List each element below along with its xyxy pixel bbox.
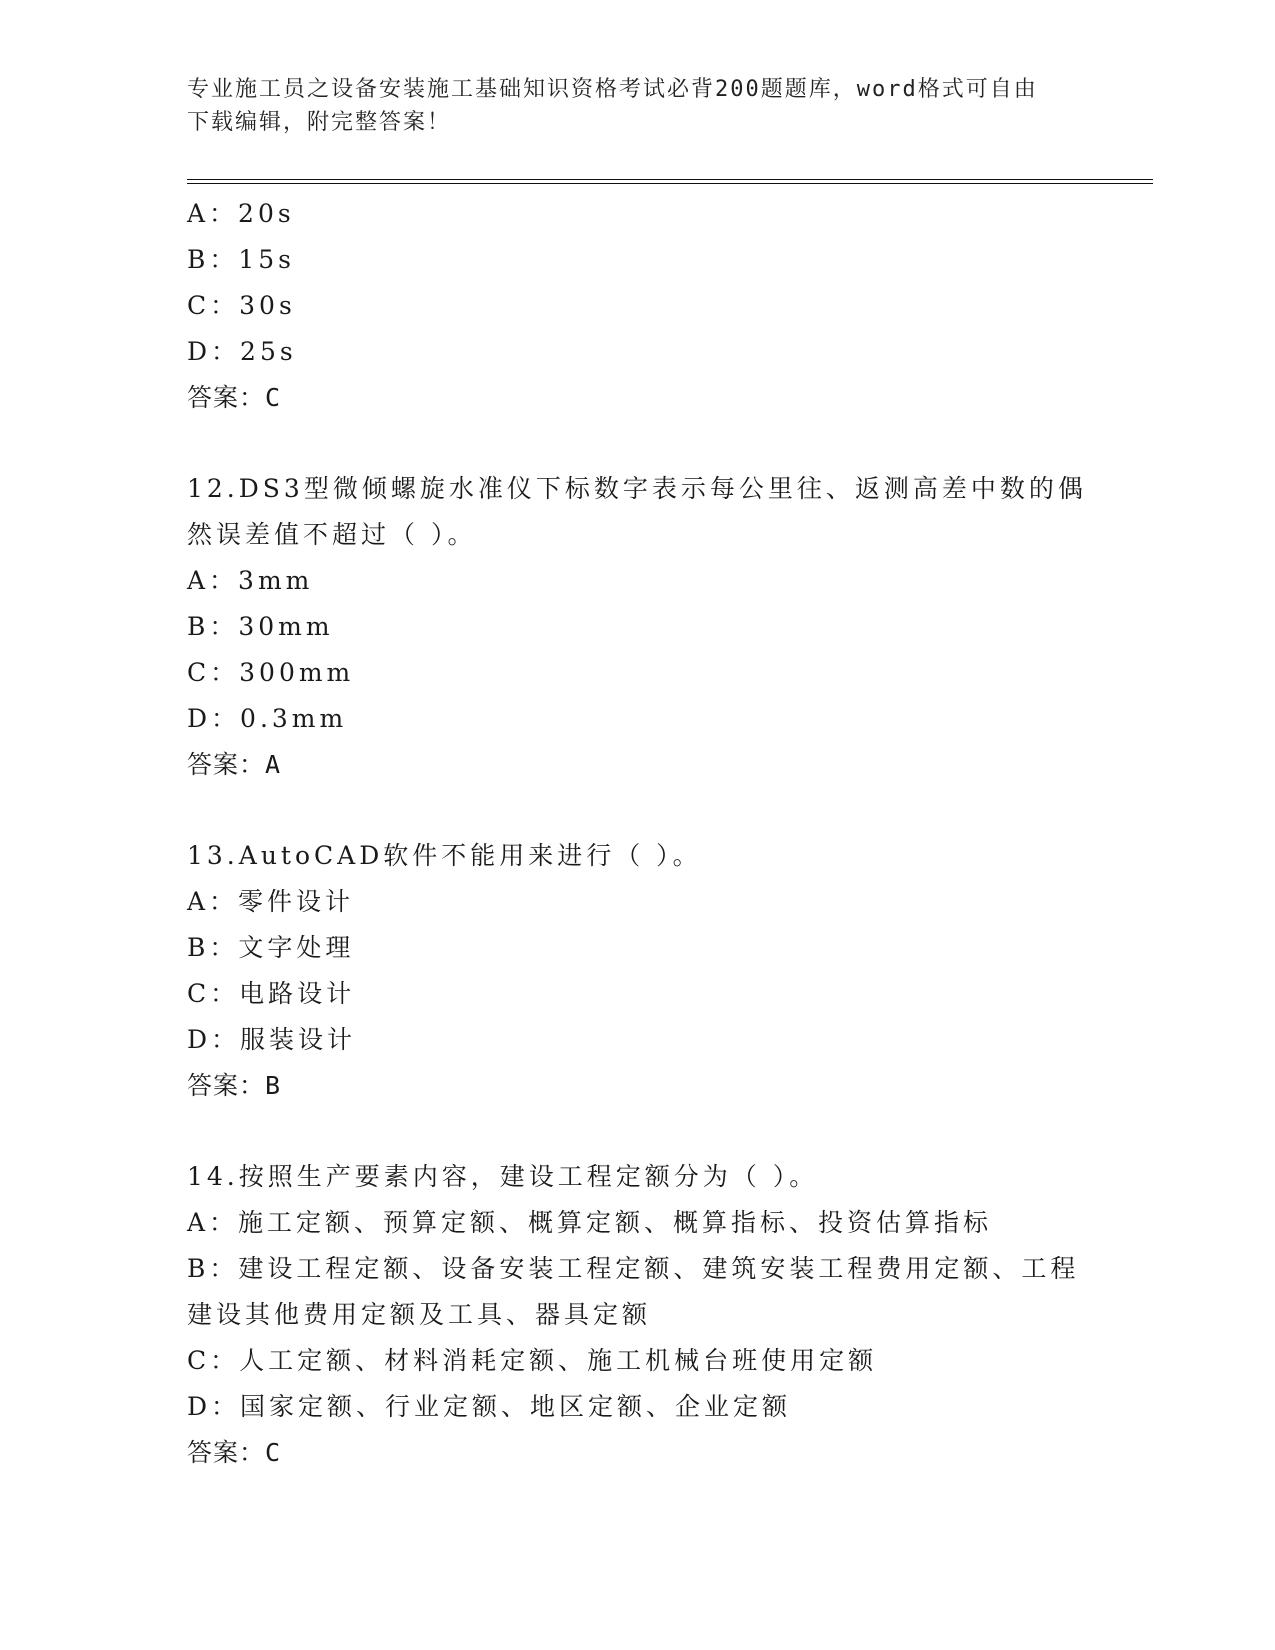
question-13 [187, 833, 1087, 1109]
spacer [187, 421, 1087, 466]
question-stem: 14.按照生产要素内容，建设工程定额分为（ ）。 [187, 1162, 819, 1191]
header-line-2: 下载编辑，附完整答案！ [187, 110, 452, 135]
question-stem-continued: 然误差值不超过（ ）。 [187, 520, 477, 549]
option-c: C：300mm [187, 658, 355, 687]
option-d: D：25s [187, 337, 297, 366]
option-b: B：建设工程定额、设备安装工程定额、建筑安装工程费用定额、工程 [187, 1254, 1080, 1283]
question-stem: 12.DS3型微倾螺旋水准仪下标数字表示每公里往、返测高差中数的偶 [187, 474, 1087, 503]
question-12 [187, 466, 1087, 788]
option-b: B：15s [187, 245, 296, 274]
spacer [187, 788, 1087, 833]
question-14 [187, 1154, 1087, 1476]
question-11 [187, 191, 1087, 421]
option-c: C：30s [187, 291, 296, 320]
option-a: A：零件设计 [187, 887, 355, 916]
option-b: B：30mm [187, 612, 334, 641]
option-a: A：20s [187, 199, 295, 228]
question-list [187, 191, 1087, 1476]
option-c: C：人工定额、材料消耗定额、施工机械台班使用定额 [187, 1346, 878, 1375]
option-c: C：电路设计 [187, 979, 356, 1008]
header-divider-top [187, 179, 1153, 180]
question-stem: 13.AutoCAD软件不能用来进行（ ）。 [187, 841, 702, 870]
option-d: D：服装设计 [187, 1025, 357, 1054]
document-header [187, 73, 1077, 139]
answer: 答案：C [187, 1438, 282, 1467]
answer: 答案：B [187, 1071, 282, 1100]
header-line-1: 专业施工员之设备安装施工基础知识资格考试必背200题题库，word格式可自由 [187, 77, 1038, 102]
option-a: A：3mm [187, 566, 314, 595]
header-divider-bottom [187, 183, 1153, 184]
option-a: A：施工定额、预算定额、概算定额、概算指标、投资估算指标 [187, 1208, 993, 1237]
spacer [187, 1109, 1087, 1154]
answer: 答案：C [187, 383, 282, 412]
option-b: B：文字处理 [187, 933, 355, 962]
option-b-continued: 建设其他费用定额及工具、器具定额 [187, 1300, 652, 1329]
answer: 答案：A [187, 750, 282, 779]
option-d: D：国家定额、行业定额、地区定额、企业定额 [187, 1392, 792, 1421]
option-d: D：0.3mm [187, 704, 348, 733]
